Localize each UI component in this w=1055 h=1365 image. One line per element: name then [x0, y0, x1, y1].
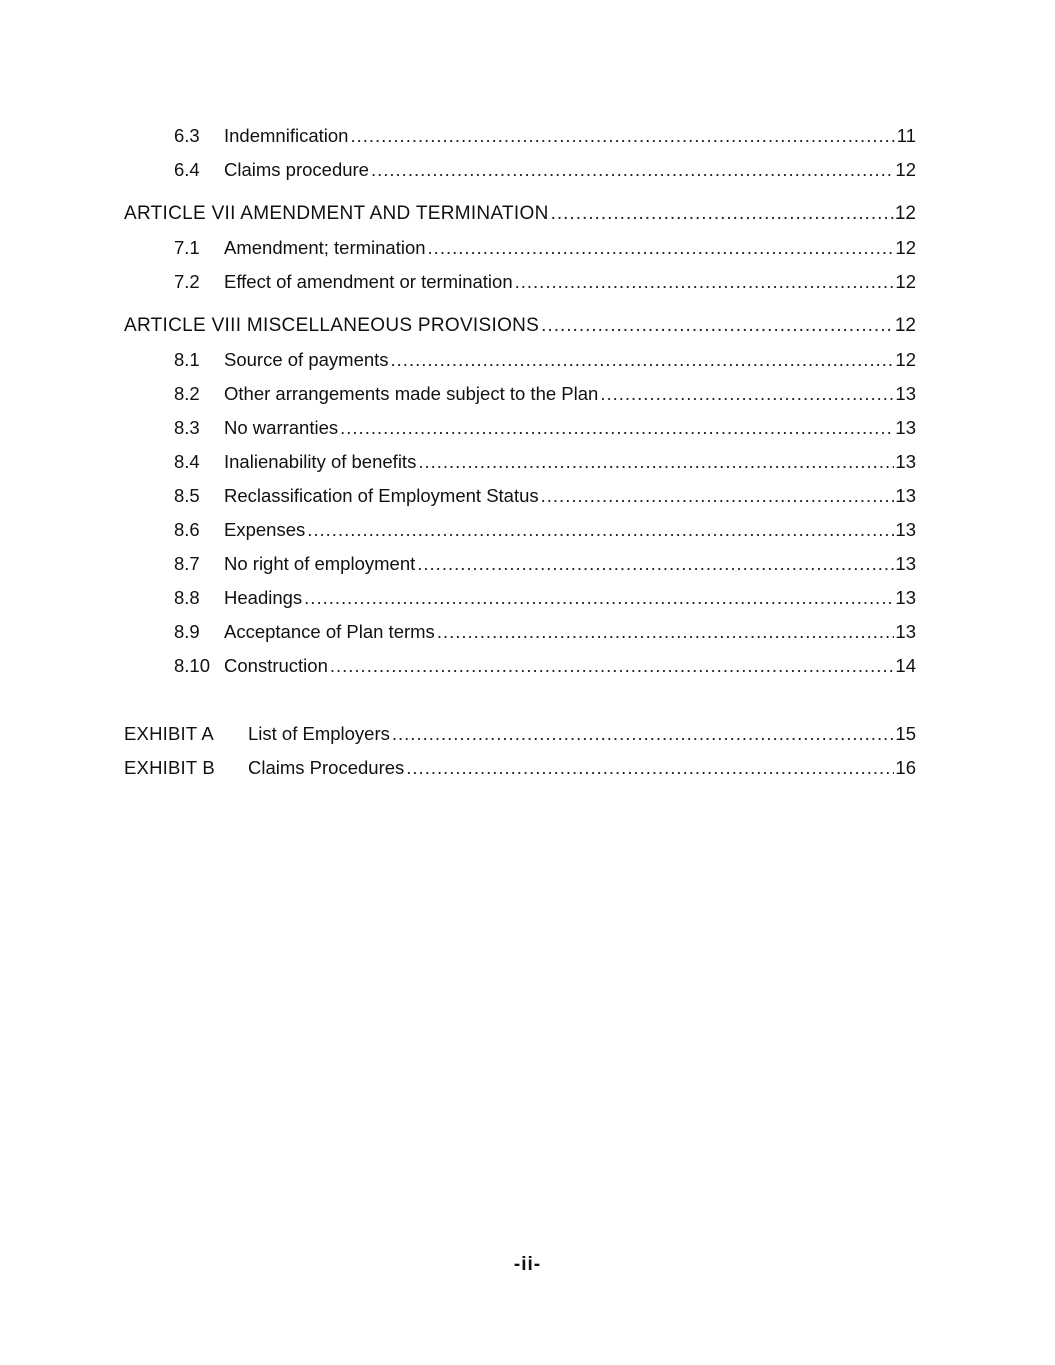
dot-leader	[330, 652, 895, 680]
toc-entry-number: 8.4	[174, 451, 200, 472]
toc-entry-title: Reclassification of Employment Status	[224, 482, 541, 510]
toc-entry-page: 13	[895, 621, 916, 642]
toc-entry-title: Indemnification	[224, 122, 350, 150]
dot-leader	[541, 312, 894, 340]
toc-entry-title: Amendment; termination	[224, 234, 428, 262]
toc-entry-8-4[interactable]	[124, 448, 916, 482]
toc-entry-number: 6.4	[174, 159, 200, 180]
toc-entry-8-3[interactable]	[124, 414, 916, 448]
toc-entry-title: Inalienability of benefits	[224, 448, 418, 476]
dot-leader	[417, 550, 894, 578]
toc-entry-6-4[interactable]	[124, 156, 916, 190]
toc-entry-title: No right of employment	[224, 550, 417, 578]
toc-entry-title: Headings	[224, 584, 304, 612]
toc-entry-8-9[interactable]	[124, 618, 916, 652]
toc-article-title: ARTICLE VIII MISCELLANEOUS PROVISIONS	[124, 312, 541, 340]
toc-entry-number: 8.1	[174, 349, 200, 370]
toc-exhibit-b[interactable]	[124, 754, 916, 788]
toc-exhibit-label: EXHIBIT B	[124, 757, 215, 778]
toc-entry-number: 8.9	[174, 621, 200, 642]
toc-entry-title: Claims procedure	[224, 156, 371, 184]
toc-entry-title: Source of payments	[224, 346, 391, 374]
toc-entry-7-1[interactable]	[124, 234, 916, 268]
toc-entry-8-6[interactable]	[124, 516, 916, 550]
toc-entry-page: 14	[895, 655, 916, 676]
dot-leader	[350, 122, 895, 150]
dot-leader	[340, 414, 894, 442]
toc-entry-8-5[interactable]	[124, 482, 916, 516]
dot-leader	[418, 448, 894, 476]
toc-entry-page: 13	[895, 417, 916, 438]
toc-entry-title: Claims Procedures	[248, 754, 406, 782]
toc-entry-8-2[interactable]	[124, 380, 916, 414]
dot-leader	[406, 754, 894, 782]
dot-leader	[515, 268, 895, 296]
toc-entry-page: 13	[895, 485, 916, 506]
toc-article-title: ARTICLE VII AMENDMENT AND TERMINATION	[124, 200, 551, 228]
toc-exhibit-a[interactable]	[124, 720, 916, 754]
toc-article-viii[interactable]	[124, 312, 916, 346]
dot-leader	[304, 584, 894, 612]
toc-entry-page: 13	[895, 519, 916, 540]
toc-entry-title: Effect of amendment or termination	[224, 268, 515, 296]
dot-leader	[437, 618, 895, 646]
toc-entry-page: 12	[895, 237, 916, 258]
toc-entry-page: 15	[895, 723, 916, 744]
toc-entry-page: 12	[895, 271, 916, 292]
toc-exhibit-label: EXHIBIT A	[124, 723, 214, 744]
toc-entry-8-7[interactable]	[124, 550, 916, 584]
toc-entry-title: Expenses	[224, 516, 307, 544]
dot-leader	[541, 482, 895, 510]
toc-entry-number: 8.2	[174, 383, 200, 404]
toc-entry-number: 8.5	[174, 485, 200, 506]
toc-entry-number: 8.8	[174, 587, 200, 608]
toc-entry-page: 12	[895, 159, 916, 180]
toc-entry-number: 8.10	[174, 655, 211, 676]
toc-entry-page: 12	[894, 315, 916, 336]
toc-entry-8-1[interactable]	[124, 346, 916, 380]
toc-entry-8-8[interactable]	[124, 584, 916, 618]
table-of-contents	[124, 122, 916, 788]
toc-entry-title: No warranties	[224, 414, 340, 442]
dot-leader	[551, 200, 894, 228]
toc-article-vii[interactable]	[124, 200, 916, 234]
toc-entry-6-3[interactable]	[124, 122, 916, 156]
toc-entry-7-2[interactable]	[124, 268, 916, 302]
toc-entry-page: 13	[895, 553, 916, 574]
toc-entry-number: 7.1	[174, 237, 200, 258]
toc-entry-title: Acceptance of Plan terms	[224, 618, 437, 646]
toc-entry-page: 13	[895, 587, 916, 608]
dot-leader	[307, 516, 894, 544]
toc-entry-number: 8.6	[174, 519, 200, 540]
toc-entry-page: 11	[896, 125, 916, 146]
toc-entry-number: 7.2	[174, 271, 200, 292]
toc-entry-8-10[interactable]	[124, 652, 916, 686]
dot-leader	[391, 346, 895, 374]
toc-entry-title: Other arrangements made subject to the Plan	[224, 380, 600, 408]
toc-entry-page: 13	[895, 383, 916, 404]
page-number-footer: -ii-	[513, 1254, 542, 1275]
dot-leader	[428, 234, 895, 262]
toc-entry-page: 13	[895, 451, 916, 472]
toc-entry-page: 12	[894, 203, 916, 224]
toc-entry-number: 8.3	[174, 417, 200, 438]
dot-leader	[392, 720, 895, 748]
toc-entry-page: 16	[895, 757, 916, 778]
toc-entry-title: Construction	[224, 652, 330, 680]
dot-leader	[600, 380, 894, 408]
toc-entry-page: 12	[895, 349, 916, 370]
toc-entry-title: List of Employers	[248, 720, 392, 748]
toc-entry-number: 8.7	[174, 553, 200, 574]
dot-leader	[371, 156, 894, 184]
toc-entry-number: 6.3	[174, 125, 200, 146]
